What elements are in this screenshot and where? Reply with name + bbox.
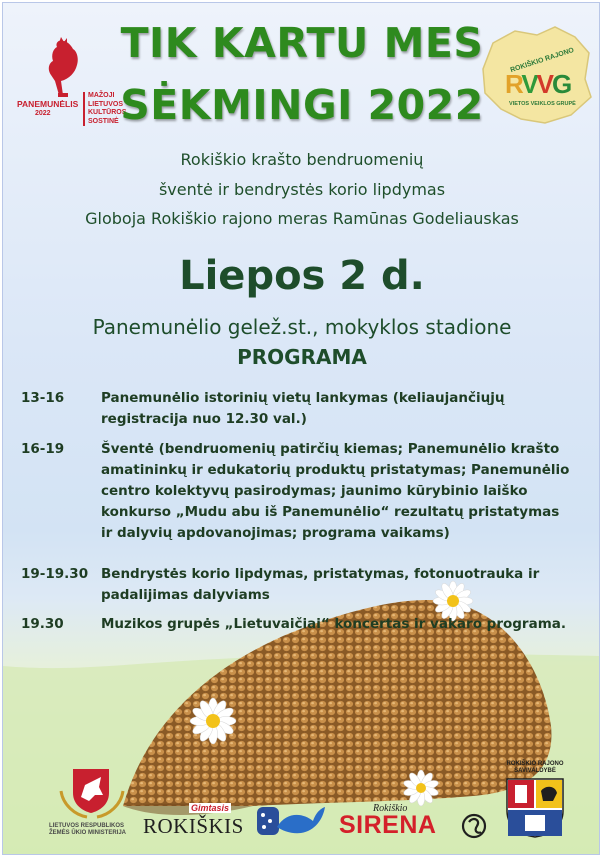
program-time: 16-19 [21, 441, 65, 457]
program-time: 13-16 [21, 390, 65, 406]
program-line: registracija nuo 12.30 val.) [101, 411, 307, 427]
rvvg-letter: R [505, 69, 522, 99]
program-line: Bendrystės korio lipdymas, pristatymas, fotonuotrauka ir [101, 566, 540, 582]
gimtasis-rokiskis-logo [143, 803, 247, 839]
municipality-logo [499, 761, 571, 841]
rvvg-bottom-text: VIETOS VEIKLOS GRUPĖ [509, 101, 576, 107]
subtitle-line-2: šventė ir bendrystės korio lipdymas [158, 180, 446, 199]
program-line: Muzikos grupės „Lietuvaičiai“ koncertas ir vakaro programa. [101, 616, 567, 632]
program-row [21, 439, 586, 549]
rvvg-letter: V [536, 69, 552, 99]
sirena-text: SIRENA [339, 811, 437, 839]
rvvg-letter: V [521, 69, 537, 99]
program-heading: PROGRAMA [237, 345, 367, 369]
gimtasis-small-text: Gimtasis [191, 803, 230, 813]
program-line: padalijimas dalyviams [101, 587, 270, 603]
caption-line: SOSTINĖ [88, 117, 119, 125]
program-line: konkurso „Mudu abu iš Panemunėlio“ rezultatų pristatymas [101, 504, 560, 520]
program-row [21, 564, 586, 608]
caption-line: MAŽOJI [88, 92, 115, 99]
program-row [21, 388, 586, 432]
panemunelis-year: 2022 [35, 110, 51, 117]
program-description [101, 614, 581, 635]
wave-emblem-icon [255, 799, 327, 839]
municipality-coat-of-arms-icon [505, 777, 565, 839]
program-line: centro kolektyvų pasirodymas; jaunimo kūrybinio laiško [101, 483, 528, 499]
title-line-1: TIK KARTU MES [120, 19, 484, 67]
program-time: 19.30 [21, 616, 64, 632]
municipality-line: ROKIŠKIO RAJONO [506, 761, 564, 767]
program-line: ir dalyvių apdovanojimas; programa vaikams) [101, 525, 450, 541]
rokiskis-text: ROKIŠKIS [143, 814, 244, 838]
ministry-line: LIETUVOS RESPUBLIKOS [49, 823, 125, 829]
program-time: 19-19.30 [21, 566, 89, 582]
panemunelis-brand: PANEMUNĖLIS [17, 99, 79, 109]
program-line: Šventė (bendruomenių patirčių kiemas; Panemunėlio krašto [101, 441, 560, 457]
ministry-line: ŽEMĖS ŪKIO MINISTERIJA [49, 830, 127, 836]
mermaid-emblem-icon [461, 812, 487, 840]
program-line: amatininkų ir edukatorių produktų pristatymas; Panemunėlio [101, 462, 570, 478]
ministry-logo [49, 767, 139, 837]
rvvg-arc-text: ROKIŠKIO RAJONO [509, 46, 575, 75]
event-date: Liepos 2 d. [179, 253, 425, 299]
poster [2, 2, 600, 855]
subtitle-line-1: Rokiškio krašto bendruomenių [180, 150, 424, 169]
program-row [21, 614, 586, 636]
program-description [101, 439, 581, 544]
title-line-2: SĖKMINGI 2022 [120, 81, 484, 129]
municipality-line: SAVIVALDYBĖ [514, 768, 556, 774]
rvvg-letter: G [552, 69, 571, 99]
subtitle-line-3: Globoja Rokiškio rajono meras Ramūnas Godeliauskas [85, 209, 519, 228]
program-description [101, 564, 581, 606]
sirena-small-text: Rokiškio [373, 803, 408, 814]
program-description [101, 388, 581, 430]
event-venue: Panemunėlio gelež.st., mokyklos stadione [92, 315, 512, 339]
caption-line: KULTŪROS [88, 109, 127, 116]
wheat-wreath-icon [57, 789, 127, 819]
program-line: Panemunėlio istorinių vietų lankymas (keliaujančiųjų [101, 390, 505, 406]
rokiskio-sirena-logo [339, 803, 489, 843]
caption-line: LIETUVOS [88, 100, 124, 108]
heritage-fund-logo [255, 799, 327, 839]
